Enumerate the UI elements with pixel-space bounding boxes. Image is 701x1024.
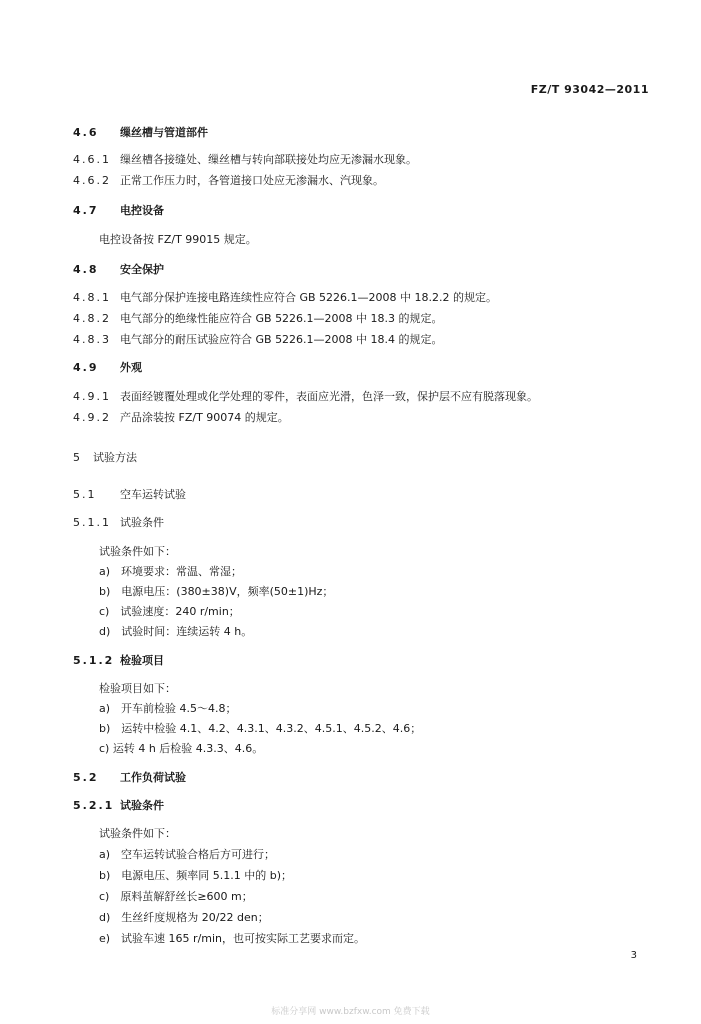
section-text: 缫丝槽与管道部件 — [120, 126, 208, 139]
section-number: 4.6 — [73, 126, 99, 139]
clause-number: 4.8.1 — [73, 291, 111, 304]
list-item — [99, 702, 237, 716]
clause-text: 电气部分保护连接电路连续性应符合 GB 5226.1—2008 中 18.2.2 的规定。 — [120, 291, 498, 304]
list-item-text: d) 生丝纤度规格为 20/22 den； — [99, 911, 269, 924]
list-item — [99, 722, 421, 736]
clause-text: 正常工作压力时，各管道接口处应无渗漏水、汽现象。 — [120, 174, 384, 187]
list-item-text: b) 电源电压、频率同 5.1.1 中的 b)； — [99, 869, 293, 882]
list-item — [99, 605, 240, 619]
list-item-text: a) 开车前检验 4.5～4.8； — [99, 702, 237, 715]
section-number: 5.1 — [73, 488, 97, 501]
paragraph — [99, 827, 176, 841]
chapter-heading — [73, 451, 137, 465]
clause-text: 电气部分的绝缘性能应符合 GB 5226.1—2008 中 18.3 的规定。 — [120, 312, 443, 325]
paragraph-text: 试验条件如下： — [99, 545, 176, 558]
section-heading — [73, 361, 142, 375]
footer-watermark[interactable]: 标准分享网 www.bzfxw.com 免费下载 — [271, 1007, 430, 1017]
clause-line — [73, 411, 289, 425]
list-item-text: c) 试验速度：240 r/min； — [99, 605, 240, 618]
subsection-text: 检验项目 — [120, 654, 164, 667]
list-item-text: a) 环境要求：常温、常湿； — [99, 565, 243, 578]
clause-number: 4.9.1 — [73, 390, 111, 403]
paragraph — [99, 682, 176, 696]
section-number: 4.7 — [73, 204, 99, 217]
clause-line — [73, 291, 497, 305]
paragraph-text: 检验项目如下： — [99, 682, 176, 695]
section-text: 工作负荷试验 — [120, 771, 186, 784]
list-item-text: d) 试验时间：连续运转 4 h。 — [99, 625, 253, 638]
subsection-heading — [73, 799, 164, 813]
list-item — [99, 911, 269, 925]
clause-number: 4.6.2 — [73, 174, 111, 187]
list-item — [99, 869, 292, 883]
subsection-text: 试验条件 — [120, 799, 164, 812]
section-heading — [73, 126, 208, 140]
section-text: 安全保护 — [120, 263, 164, 276]
clause-number: 4.8.3 — [73, 333, 111, 346]
subsection-text: 试验条件 — [120, 516, 164, 529]
list-item — [99, 890, 253, 904]
clause-text: 缫丝槽各接缝处、缫丝槽与转向部联接处均应无渗漏水现象。 — [120, 153, 417, 166]
clause-text: 电气部分的耐压试验应符合 GB 5226.1—2008 中 18.4 的规定。 — [120, 333, 443, 346]
chapter-text: 试验方法 — [93, 451, 137, 464]
subsection-number: 5.1.1 — [73, 516, 111, 529]
list-item — [99, 585, 333, 599]
section-heading — [73, 263, 164, 277]
section-heading — [73, 771, 186, 785]
clause-line — [73, 333, 443, 347]
list-item-text: b) 电源电压：(380±38)V，频率(50±1)Hz； — [99, 585, 334, 598]
clause-number: 4.9.2 — [73, 411, 111, 424]
list-item-text: c) 原料茧解舒丝长≥600 m； — [99, 890, 253, 903]
paragraph-text: 试验条件如下： — [99, 827, 176, 840]
section-number: 5.2 — [73, 771, 99, 784]
list-item-text: a) 空车运转试验合格后方可进行； — [99, 848, 276, 861]
list-item — [99, 848, 275, 862]
section-heading — [73, 204, 164, 218]
clause-line — [73, 153, 417, 167]
subsection-number: 5.1.2 — [73, 654, 115, 667]
standard-number: FZ/T 93042—2011 — [530, 83, 649, 96]
list-item-text: c) 运转 4 h 后检验 4.3.3、4.6。 — [99, 742, 264, 755]
list-item-text: e) 试验车速 165 r/min，也可按实际工艺要求而定。 — [99, 932, 366, 945]
section-text: 空车运转试验 — [120, 488, 186, 501]
section-heading — [73, 488, 186, 502]
page-number: 3 — [630, 950, 637, 961]
subsection-number: 5.2.1 — [73, 799, 115, 812]
chapter-number: 5 — [73, 451, 82, 464]
list-item — [99, 625, 252, 639]
clause-number: 4.8.2 — [73, 312, 111, 325]
list-item — [99, 742, 263, 756]
clause-line — [73, 312, 443, 326]
clause-number: 4.6.1 — [73, 153, 111, 166]
list-item-text: b) 运转中检验 4.1、4.2、4.3.1、4.3.2、4.5.1、4.5.2、4.6； — [99, 722, 422, 735]
section-text: 电控设备 — [120, 204, 164, 217]
paragraph — [99, 545, 176, 559]
subsection-heading — [73, 516, 164, 530]
list-item — [99, 932, 365, 946]
list-item — [99, 565, 242, 579]
subsection-heading — [73, 654, 164, 668]
clause-line — [73, 390, 538, 404]
section-text: 外观 — [120, 361, 142, 374]
paragraph — [99, 233, 257, 247]
section-number: 4.9 — [73, 361, 99, 374]
clause-text: 产品涂装按 FZ/T 90074 的规定。 — [120, 411, 289, 424]
clause-line — [73, 174, 384, 188]
section-number: 4.8 — [73, 263, 99, 276]
clause-text: 表面经镀覆处理或化学处理的零件，表面应光滑，色泽一致，保护层不应有脱落现象。 — [120, 390, 538, 403]
paragraph-text: 电控设备按 FZ/T 99015 规定。 — [99, 233, 257, 246]
